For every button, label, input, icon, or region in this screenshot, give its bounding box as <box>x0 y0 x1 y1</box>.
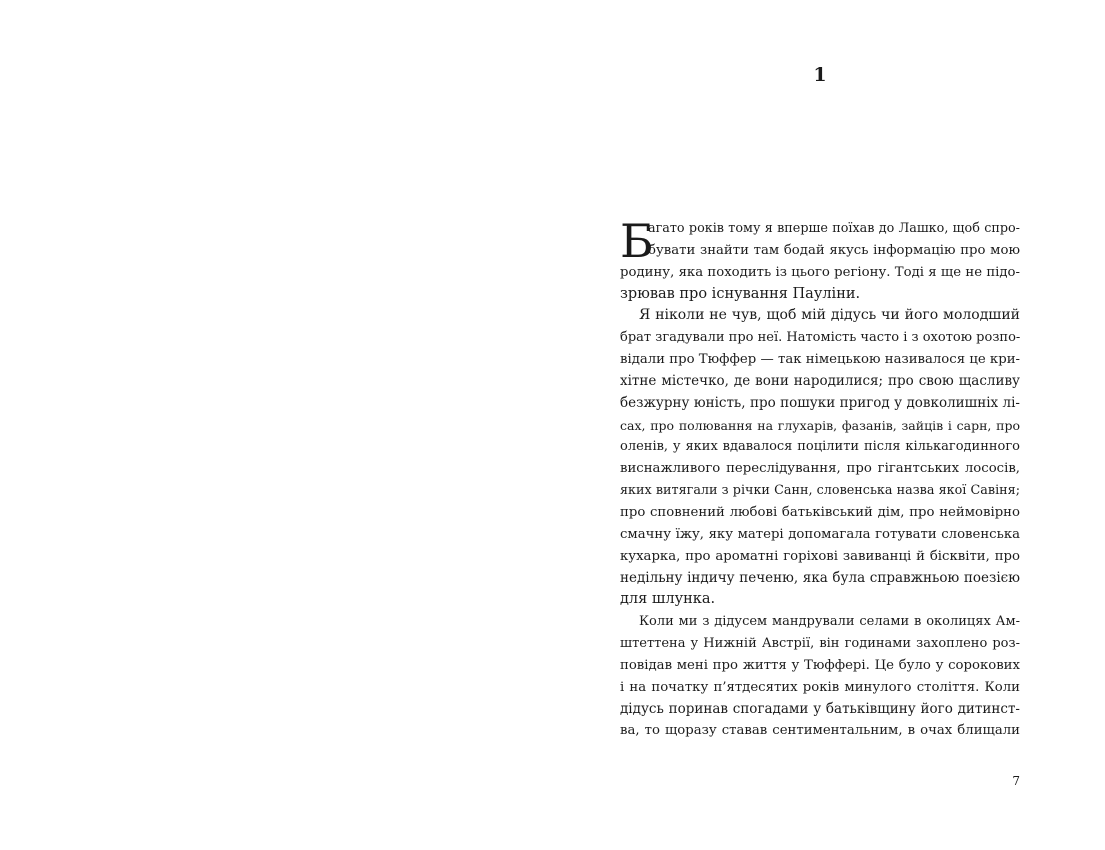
text-line: брат згадували про неї. Натомість часто і з охотою розпо- <box>620 330 1021 346</box>
text-line: для шлунка. <box>620 591 716 608</box>
text-line: бувати знайти там бодай якусь інформацію про мою <box>648 242 1020 258</box>
text-line: Я ніколи не чув, щоб мій дідусь чи його молодший <box>639 307 1020 324</box>
text-line: безжурну юність, про пошуки пригод у довколишніх лі- <box>620 394 1020 411</box>
text-line: ва, то щоразу ставав сентиментальним, в очах блищали <box>620 723 1020 739</box>
text-line: сах, про полювання на глухарів, фазанів, зайців і сарн, про <box>620 417 1020 433</box>
text-line: і на початку п’ятдесятих років минулого століття. Коли <box>620 679 1020 695</box>
text-line: недільну індичу печеню, яка була справжньою поезією <box>620 569 1020 586</box>
chapter-number: 1 <box>813 64 827 86</box>
page-number: 7 <box>1012 774 1020 788</box>
drop-cap: Б <box>620 214 654 268</box>
text-line: повідав мені про життя у Тюффері. Це було у сорокових <box>620 657 1020 673</box>
text-line: хітне містечко, де вони народилися; про свою щасливу <box>620 372 1020 389</box>
text-line: кухарка, про ароматні горіхові завиванці й бісквіти, про <box>620 548 1020 564</box>
text-line: оленів, у яких вдавалося поцілити після кількагодинного <box>620 439 1020 455</box>
text-line: Коли ми з дідусем мандрували селами в околицях Ам- <box>639 614 1020 630</box>
left-page-blank <box>0 0 552 850</box>
text-line: смачну їжу, яку матері допомагала готувати словенська <box>620 526 1020 542</box>
text-line: виснажливого переслідування, про гігантських лососів, <box>620 461 1020 477</box>
text-line: відали про Тюффер — так німецькою називалося це кри- <box>620 352 1020 368</box>
text-line: агато років тому я вперше поїхав до Лашко, щоб спро- <box>648 221 1020 236</box>
text-line: зрював про існування Пауліни. <box>620 285 861 302</box>
text-line: яких витягали з річки Санн, словенська назва якої Савіня; <box>620 483 1020 499</box>
text-line: штеттена у Нижній Австрії, він годинами захоплено роз- <box>620 636 1020 652</box>
text-line: родину, яка походить із цього регіону. Тоді я ще не підо- <box>620 264 1020 280</box>
text-line: дідусь поринав спогадами у батьківщину його дитинст- <box>620 700 1020 717</box>
text-line: про сповнений любові батьківський дім, про неймовірно <box>620 504 1020 520</box>
body-text <box>620 214 1021 742</box>
